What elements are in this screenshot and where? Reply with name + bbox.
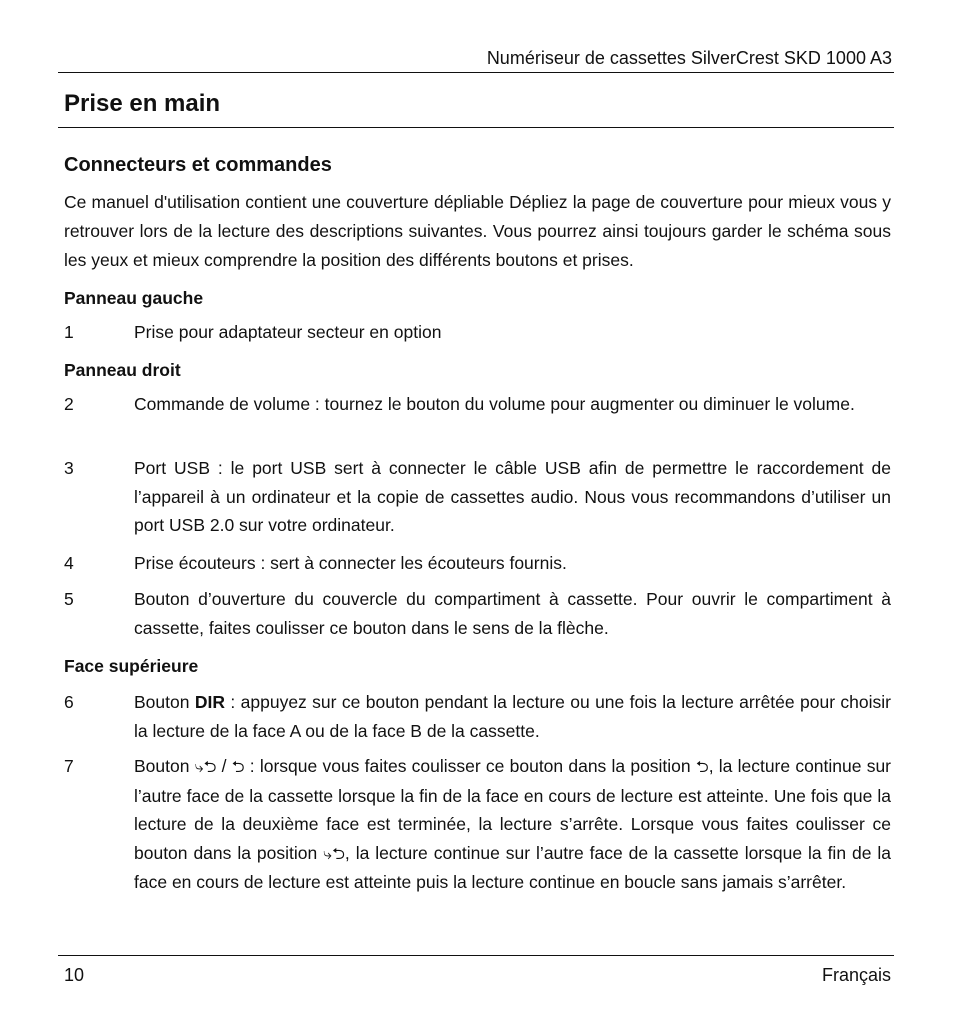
text-part: , la lecture continue sur l’autre face de la cassette lorsque la fin de la face en cours de lecture est atteinte puis la lecture continue en boucle sans jamais s’arrêter. (134, 842, 891, 892)
item-prefix: Bouton (134, 692, 195, 712)
section-rule (58, 127, 894, 128)
text-part: , la lecture continue sur l’autre face de la cassette lorsque la fin de la face en cours de lecture est atteinte. Une fois que la lecture de la deuxième face est terminée, la lecture s’arrête. Lorsque vous faites coulisser ce bouton dans la position (134, 756, 891, 863)
footer-rule (58, 955, 894, 956)
group-title-panneau-gauche: Panneau gauche (64, 288, 204, 308)
single-side-return-icon: ⮌ (231, 757, 245, 776)
item-text: Commande de volume : tournez le bouton du volume pour augmenter ou diminuer le volume. (134, 394, 855, 414)
text-part: Bouton (134, 756, 195, 776)
text-part: : lorsque vous faites coulisser ce bouton dans la position (244, 756, 696, 776)
item-number: 7 (64, 756, 74, 776)
item-text: Prise pour adaptateur secteur en option (134, 322, 442, 342)
item-number: 1 (64, 322, 74, 342)
running-header: Numériseur de cassettes SilverCrest SKD 1000 A3 (486, 48, 892, 68)
item-number: 3 (64, 458, 74, 478)
item-text-rest: : appuyez sur ce bouton pendant la lecture ou une fois la lecture arrêtée pour choisir la lecture de la face A ou de la face B de la cassette. (134, 692, 891, 741)
footer-language: Français (821, 965, 891, 985)
list-item (64, 752, 891, 897)
single-side-return-icon: ⮌ (695, 757, 709, 776)
loop-playback-icon: ⤷⮌ (194, 757, 217, 776)
page-number: 10 (64, 965, 85, 985)
item-number: 2 (64, 394, 74, 414)
item-number: 6 (64, 692, 74, 712)
list-item (64, 390, 891, 419)
list-item (64, 688, 891, 745)
intro-paragraph: Ce manuel d'utilisation contient une couverture dépliable Dépliez la page de couverture pour mieux vous y retrouver lors de la lecture des descriptions suivantes. Vous pourrez ainsi toujours garder le schéma sous les yeux et mieux comprendre la position des différents boutons et prises. (64, 192, 891, 270)
group-title-face-superieure: Face supérieure (64, 656, 199, 676)
group-title-panneau-droit: Panneau droit (64, 360, 181, 380)
item-number: 5 (64, 589, 74, 609)
list-item (64, 454, 891, 540)
item-number: 4 (64, 553, 74, 573)
list-item (64, 318, 891, 347)
item-text (134, 688, 891, 745)
header-rule (58, 72, 894, 73)
loop-playback-icon: ⤷⮌ (323, 843, 345, 863)
list-item (64, 549, 891, 578)
dir-label: DIR (194, 692, 225, 712)
item-text: Port USB : le port USB sert à connecter le câble USB afin de permettre le raccordement de l’appareil à un ordinateur et la copie de cassettes audio. Nous vous recommandons d’utiliser un port USB 2.0 sur votre ordinateur. (134, 458, 891, 535)
text-part: / (216, 756, 232, 776)
subsection-title: Connecteurs et commandes (64, 154, 332, 176)
item-text: Bouton d’ouverture du couvercle du compartiment à cassette. Pour ouvrir le compartiment à cassette, faites coulisser ce bouton dans le sens de la flèche. (134, 589, 891, 638)
list-item (64, 585, 891, 642)
item-text: Prise écouteurs : sert à connecter les écouteurs fournis. (134, 553, 567, 573)
section-title: Prise en main (64, 90, 221, 117)
item-text (134, 752, 891, 897)
